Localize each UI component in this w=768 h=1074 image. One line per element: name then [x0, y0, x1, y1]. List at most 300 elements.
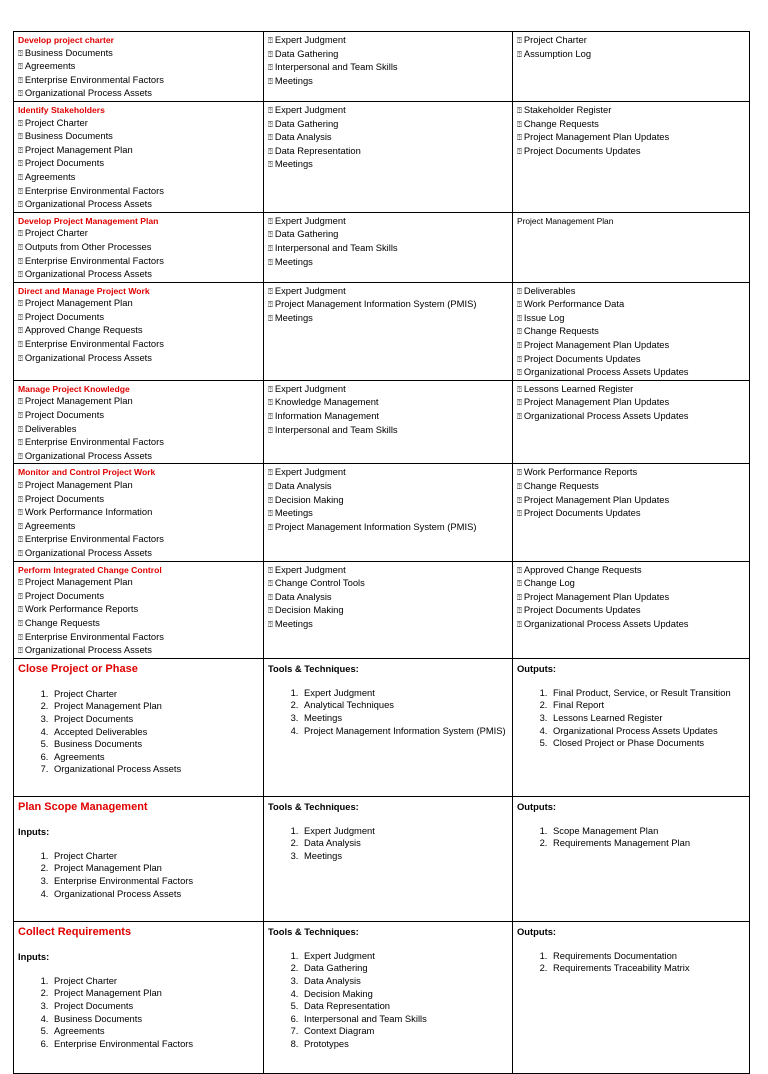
input-item-text: Enterprise Environmental Factors	[24, 533, 164, 545]
input-item	[18, 493, 259, 507]
tools-list-item: 2. Analytical Techniques	[301, 699, 508, 712]
tool-item	[268, 131, 508, 145]
input-item	[18, 311, 259, 325]
input-item-text: Project Documents	[24, 157, 105, 169]
checkbox-glyph-icon: ⍰	[517, 36, 522, 45]
checkbox-glyph-icon: ⍰	[18, 75, 23, 85]
checkbox-glyph-icon: ⍰	[517, 119, 522, 129]
checkbox-glyph-icon: ⍰	[268, 412, 273, 422]
checkbox-glyph-icon: ⍰	[517, 300, 522, 310]
process-title: Identify Stakeholders	[18, 104, 105, 115]
outputs-label: Outputs:	[517, 662, 557, 674]
outputs-cell	[513, 658, 750, 796]
input-item	[18, 60, 259, 74]
tool-item-text: Expert Judgment	[274, 563, 346, 575]
input-item	[18, 74, 259, 88]
checkbox-glyph-icon: ⍰	[517, 286, 522, 296]
tool-item	[268, 145, 508, 159]
tool-item-text: Data Gathering	[274, 228, 339, 240]
output-item	[517, 298, 745, 312]
tool-item	[268, 61, 508, 75]
checkbox-glyph-icon: ⍰	[268, 243, 273, 253]
input-item	[18, 617, 259, 631]
input-item-text: Project Management Plan	[24, 479, 133, 490]
output-item	[517, 145, 745, 159]
input-item	[18, 157, 259, 171]
input-item	[18, 198, 259, 212]
checkbox-glyph-icon: ⍰	[18, 424, 23, 434]
checkbox-glyph-icon: ⍰	[268, 36, 273, 45]
tool-item-text: Data Gathering	[274, 117, 339, 129]
inputs-cell	[14, 380, 264, 464]
checkbox-glyph-icon: ⍰	[18, 159, 23, 169]
output-item	[517, 285, 745, 299]
process-title: Perform Integrated Change Control	[18, 564, 162, 575]
checkbox-glyph-icon: ⍰	[268, 509, 273, 519]
tool-item	[268, 34, 508, 48]
output-item-text: Project Management Plan Updates	[523, 590, 670, 602]
checkbox-glyph-icon: ⍰	[517, 468, 522, 478]
process-row	[14, 464, 750, 561]
tools-list-item: 1. Expert Judgment	[301, 950, 508, 963]
outputs-list-item: 1. Requirements Documentation	[550, 950, 745, 963]
tool-item	[268, 104, 508, 118]
inputs-cell	[14, 101, 264, 212]
checkbox-glyph-icon: ⍰	[517, 509, 522, 519]
checkbox-glyph-icon: ⍰	[18, 578, 23, 588]
input-item-text: Organizational Process Assets	[24, 546, 152, 558]
tool-item	[268, 466, 508, 480]
tools-cell	[264, 658, 513, 796]
inputs-list-item: 6. Enterprise Environmental Factors	[51, 1038, 259, 1051]
tools-list-item: 4. Project Management Information System (PMIS)	[301, 725, 508, 738]
output-item-text: Organizational Process Assets Updates	[523, 617, 689, 629]
input-item-text: Enterprise Environmental Factors	[24, 436, 164, 448]
process-title: Manage Project Knowledge	[18, 383, 130, 394]
output-item-text: Change Requests	[523, 117, 599, 129]
tool-item	[268, 228, 508, 242]
spacer	[18, 677, 259, 688]
checkbox-glyph-icon: ⍰	[18, 451, 23, 461]
checkbox-glyph-icon: ⍰	[268, 257, 273, 267]
checkbox-glyph-icon: ⍰	[517, 565, 522, 575]
checkbox-glyph-icon: ⍰	[18, 242, 23, 252]
process-table	[13, 31, 750, 1074]
outputs-list	[517, 950, 745, 975]
output-item	[517, 366, 745, 380]
checkbox-glyph-icon: ⍰	[517, 384, 522, 394]
tool-item	[268, 383, 508, 397]
checkbox-glyph-icon: ⍰	[517, 619, 522, 629]
tool-item-text: Change Control Tools	[274, 577, 365, 589]
inputs-list-item: 7. Organizational Process Assets	[51, 763, 259, 776]
outputs-list-item: 2. Final Report	[550, 699, 745, 712]
input-item	[18, 352, 259, 366]
outputs-list-item: 5. Closed Project or Phase Documents	[550, 737, 745, 750]
output-item	[517, 353, 745, 367]
outputs-cell	[513, 32, 750, 102]
checkbox-glyph-icon: ⍰	[18, 605, 23, 615]
outputs-cell	[513, 212, 750, 282]
input-item	[18, 130, 259, 144]
process-title: Direct and Manage Project Work	[18, 285, 150, 296]
output-item-text: Project Management Plan Updates	[523, 339, 670, 351]
outputs-list-item: 2. Requirements Traceability Matrix	[550, 962, 745, 975]
checkbox-glyph-icon: ⍰	[268, 105, 273, 115]
output-item	[517, 34, 745, 48]
tools-list	[268, 825, 508, 863]
checkbox-glyph-icon: ⍰	[18, 118, 23, 128]
checkbox-glyph-icon: ⍰	[517, 49, 522, 59]
tool-item	[268, 494, 508, 508]
input-item-text: Project Documents	[24, 409, 105, 421]
output-item-text: Project Documents Updates	[523, 352, 641, 364]
input-item-text: Deliverables	[24, 422, 77, 434]
checkbox-glyph-icon: ⍰	[18, 312, 23, 322]
input-item	[18, 603, 259, 617]
tool-item-text: Data Analysis	[274, 480, 332, 491]
tools-list-item: 2. Data Analysis	[301, 837, 508, 850]
inputs-list-item: 2. Project Management Plan	[51, 700, 259, 713]
checkbox-glyph-icon: ⍰	[18, 548, 23, 558]
checkbox-glyph-icon: ⍰	[18, 89, 23, 99]
output-item	[517, 604, 745, 618]
inputs-cell	[14, 796, 264, 921]
tool-item-text: Knowledge Management	[274, 396, 379, 408]
checkbox-glyph-icon: ⍰	[18, 145, 23, 155]
checkbox-glyph-icon: ⍰	[268, 495, 273, 505]
tool-item-text: Meetings	[274, 158, 313, 170]
tool-item-text: Meetings	[274, 617, 313, 629]
output-item-text: Organizational Process Assets Updates	[523, 366, 689, 378]
tools-list-item: 1. Expert Judgment	[301, 687, 508, 700]
checkbox-glyph-icon: ⍰	[18, 353, 23, 363]
inputs-list-item: 5. Agreements	[51, 1025, 259, 1038]
inputs-list-item: 1. Project Charter	[51, 975, 259, 988]
process-table-sheet	[13, 31, 749, 1074]
output-item-text: Project Charter	[523, 34, 587, 45]
output-plain-text: Project Management Plan	[517, 215, 614, 226]
input-item	[18, 297, 259, 311]
input-item-text: Agreements	[24, 170, 76, 182]
tool-item	[268, 298, 508, 312]
outputs-cell	[513, 101, 750, 212]
checkbox-glyph-icon: ⍰	[517, 495, 522, 505]
output-item	[517, 339, 745, 353]
checkbox-glyph-icon: ⍰	[268, 522, 273, 532]
checkbox-glyph-icon: ⍰	[517, 412, 522, 422]
input-item	[18, 533, 259, 547]
tools-cell	[264, 380, 513, 464]
outputs-list-item: 4. Organizational Process Assets Updates	[550, 725, 745, 738]
spacer	[18, 839, 259, 850]
input-item-text: Work Performance Reports	[24, 603, 139, 615]
spacer	[268, 676, 508, 687]
output-item-text: Organizational Process Assets Updates	[523, 410, 689, 422]
tools-list-item: 3. Data Analysis	[301, 975, 508, 988]
tool-item	[268, 507, 508, 521]
outputs-list-item: 1. Scope Management Plan	[550, 825, 745, 838]
output-item-text: Project Management Plan Updates	[523, 131, 670, 143]
checkbox-glyph-icon: ⍰	[268, 565, 273, 575]
checkbox-glyph-icon: ⍰	[18, 200, 23, 210]
outputs-list	[517, 687, 745, 750]
output-item-text: Deliverables	[523, 284, 576, 296]
tool-item-text: Meetings	[274, 311, 313, 323]
inputs-list-item: 4. Organizational Process Assets	[51, 888, 259, 901]
checkbox-glyph-icon: ⍰	[517, 341, 522, 351]
inputs-cell	[14, 32, 264, 102]
input-item	[18, 185, 259, 199]
input-item	[18, 117, 259, 131]
checkbox-glyph-icon: ⍰	[268, 468, 273, 478]
checkbox-glyph-icon: ⍰	[268, 313, 273, 323]
process-section-row	[14, 658, 750, 796]
checkbox-glyph-icon: ⍰	[18, 256, 23, 266]
inputs-list-item: 5. Business Documents	[51, 738, 259, 751]
tool-item	[268, 591, 508, 605]
process-title: Close Project or Phase	[18, 662, 138, 675]
output-item-text: Work Performance Data	[523, 298, 625, 310]
checkbox-glyph-icon: ⍰	[268, 216, 273, 226]
input-item	[18, 227, 259, 241]
input-item-text: Agreements	[24, 60, 76, 72]
checkbox-glyph-icon: ⍰	[268, 425, 273, 435]
output-item	[517, 618, 745, 632]
checkbox-glyph-icon: ⍰	[517, 606, 522, 616]
output-item-text: Stakeholder Register	[523, 103, 612, 115]
input-item	[18, 409, 259, 423]
inputs-cell	[14, 561, 264, 658]
tool-item	[268, 577, 508, 591]
tool-item-text: Decision Making	[274, 604, 344, 616]
output-item	[517, 325, 745, 339]
input-item	[18, 395, 259, 409]
process-row	[14, 32, 750, 102]
tool-item-text: Project Management Information System (PMIS)	[274, 298, 477, 310]
input-item-text: Business Documents	[24, 130, 113, 142]
input-item	[18, 423, 259, 437]
input-item-text: Work Performance Information	[24, 506, 153, 518]
tool-item	[268, 215, 508, 229]
checkbox-glyph-icon: ⍰	[517, 133, 522, 143]
inputs-list	[18, 688, 259, 776]
inputs-list-item: 3. Project Documents	[51, 713, 259, 726]
output-item-text: Project Management Plan Updates	[523, 493, 670, 505]
checkbox-glyph-icon: ⍰	[268, 230, 273, 240]
input-item	[18, 576, 259, 590]
input-item-text: Project Documents	[24, 310, 105, 322]
output-item	[517, 577, 745, 591]
tool-item-text: Data Gathering	[274, 47, 339, 59]
checkbox-glyph-icon: ⍰	[18, 340, 23, 350]
tool-item	[268, 48, 508, 62]
tools-cell	[264, 101, 513, 212]
output-item-text: Assumption Log	[523, 47, 592, 59]
input-item-text: Project Charter	[24, 116, 88, 128]
checkbox-glyph-icon: ⍰	[517, 105, 522, 115]
input-item	[18, 338, 259, 352]
tool-item-text: Expert Judgment	[274, 382, 346, 394]
input-item-text: Organizational Process Assets	[24, 87, 152, 99]
process-row	[14, 561, 750, 658]
input-item-text: Organizational Process Assets	[24, 644, 152, 656]
tools-list-item: 2. Data Gathering	[301, 962, 508, 975]
checkbox-glyph-icon: ⍰	[268, 592, 273, 602]
checkbox-glyph-icon: ⍰	[18, 48, 23, 58]
outputs-list-item: 3. Lessons Learned Register	[550, 712, 745, 725]
output-item	[517, 591, 745, 605]
checkbox-glyph-icon: ⍰	[517, 398, 522, 408]
tools-label: Tools & Techniques:	[268, 800, 359, 812]
outputs-cell	[513, 282, 750, 380]
outputs-cell	[513, 921, 750, 1073]
input-item-text: Approved Change Requests	[24, 324, 143, 336]
output-item-text: Project Documents Updates	[523, 604, 641, 616]
checkbox-glyph-icon: ⍰	[18, 132, 23, 142]
input-item-text: Enterprise Environmental Factors	[24, 338, 164, 350]
tool-item	[268, 410, 508, 424]
input-item	[18, 547, 259, 561]
tool-item	[268, 396, 508, 410]
inputs-list-item: 1. Project Charter	[51, 688, 259, 701]
tools-cell	[264, 464, 513, 561]
tool-item	[268, 564, 508, 578]
checkbox-glyph-icon: ⍰	[18, 411, 23, 421]
outputs-list	[517, 825, 745, 850]
checkbox-glyph-icon: ⍰	[517, 592, 522, 602]
outputs-cell	[513, 561, 750, 658]
checkbox-glyph-icon: ⍰	[517, 579, 522, 589]
checkbox-glyph-icon: ⍰	[268, 286, 273, 296]
process-section-row	[14, 796, 750, 921]
tool-item-text: Information Management	[274, 410, 380, 422]
input-item-text: Change Requests	[24, 616, 100, 628]
output-item	[517, 494, 745, 508]
checkbox-glyph-icon: ⍰	[18, 229, 23, 239]
checkbox-glyph-icon: ⍰	[18, 591, 23, 601]
checkbox-glyph-icon: ⍰	[517, 313, 522, 323]
input-item	[18, 506, 259, 520]
inputs-label: Inputs:	[18, 950, 50, 962]
checkbox-glyph-icon: ⍰	[18, 186, 23, 196]
input-item-text: Project Management Plan	[24, 395, 133, 407]
output-item	[517, 564, 745, 578]
output-item-text: Project Management Plan Updates	[523, 396, 670, 408]
output-item	[517, 131, 745, 145]
tool-item	[268, 521, 508, 535]
output-item-text: Project Documents Updates	[523, 144, 641, 156]
process-row	[14, 101, 750, 212]
input-item-text: Project Charter	[24, 227, 88, 239]
tools-list	[268, 950, 508, 1051]
input-item	[18, 268, 259, 282]
checkbox-glyph-icon: ⍰	[18, 172, 23, 182]
input-item	[18, 631, 259, 645]
tool-item-text: Data Analysis	[274, 131, 332, 143]
process-title: Monitor and Control Project Work	[18, 467, 156, 478]
tools-list-item: 3. Meetings	[301, 850, 508, 863]
inputs-list	[18, 850, 259, 900]
tools-list-item: 4. Decision Making	[301, 988, 508, 1001]
output-item	[517, 312, 745, 326]
checkbox-glyph-icon: ⍰	[517, 354, 522, 364]
outputs-list-item: 2. Requirements Management Plan	[550, 837, 745, 850]
tool-item-text: Decision Making	[274, 493, 344, 505]
input-item-text: Business Documents	[24, 46, 113, 58]
checkbox-glyph-icon: ⍰	[18, 62, 23, 72]
input-item-text: Outputs from Other Processes	[24, 240, 152, 252]
output-item-text: Lessons Learned Register	[523, 382, 634, 394]
tool-item-text: Expert Judgment	[274, 103, 346, 115]
tool-item	[268, 158, 508, 172]
input-item	[18, 590, 259, 604]
input-item-text: Organizational Process Assets	[24, 268, 152, 280]
tools-list-item: 3. Meetings	[301, 712, 508, 725]
input-item	[18, 479, 259, 493]
tool-item	[268, 312, 508, 326]
checkbox-glyph-icon: ⍰	[18, 508, 23, 518]
tool-item-text: Meetings	[274, 74, 313, 86]
tools-cell	[264, 212, 513, 282]
outputs-cell	[513, 464, 750, 561]
input-item-text: Project Management Plan	[24, 143, 133, 155]
checkbox-glyph-icon: ⍰	[268, 76, 273, 86]
input-item	[18, 324, 259, 338]
input-item	[18, 241, 259, 255]
spacer	[517, 676, 745, 687]
input-item	[18, 171, 259, 185]
inputs-list-item: 3. Project Documents	[51, 1000, 259, 1013]
outputs-cell	[513, 796, 750, 921]
checkbox-glyph-icon: ⍰	[268, 579, 273, 589]
checkbox-glyph-icon: ⍰	[18, 481, 23, 490]
checkbox-glyph-icon: ⍰	[517, 327, 522, 337]
outputs-list-item: 1. Final Product, Service, or Result Transition	[550, 687, 745, 700]
input-item	[18, 436, 259, 450]
checkbox-glyph-icon: ⍰	[517, 482, 522, 491]
inputs-list-item: 4. Accepted Deliverables	[51, 726, 259, 739]
tools-cell	[264, 561, 513, 658]
tool-item	[268, 604, 508, 618]
tool-item	[268, 75, 508, 89]
output-item-text: Issue Log	[523, 311, 565, 323]
output-item-text: Work Performance Reports	[523, 466, 638, 478]
output-item	[517, 410, 745, 424]
tools-label: Tools & Techniques:	[268, 662, 359, 674]
checkbox-glyph-icon: ⍰	[18, 326, 23, 336]
tools-cell	[264, 921, 513, 1073]
input-item-text: Organizational Process Assets	[24, 198, 152, 210]
input-item-text: Project Documents	[24, 492, 105, 504]
output-item	[517, 507, 745, 521]
checkbox-glyph-icon: ⍰	[268, 160, 273, 170]
inputs-cell	[14, 282, 264, 380]
output-item-text: Approved Change Requests	[523, 563, 642, 575]
input-item-text: Organizational Process Assets	[24, 351, 152, 363]
inputs-list-item: 6. Agreements	[51, 751, 259, 764]
tool-item-text: Project Management Information System (PMIS)	[274, 520, 477, 532]
tools-label: Tools & Techniques:	[268, 925, 359, 937]
checkbox-glyph-icon: ⍰	[268, 384, 273, 394]
tools-list-item: 7. Context Diagram	[301, 1025, 508, 1038]
inputs-list-item: 1. Project Charter	[51, 850, 259, 863]
output-item-text: Change Requests	[523, 325, 599, 337]
output-item	[517, 48, 745, 62]
spacer	[18, 815, 259, 824]
tool-item	[268, 256, 508, 270]
input-item-text: Enterprise Environmental Factors	[24, 630, 164, 642]
